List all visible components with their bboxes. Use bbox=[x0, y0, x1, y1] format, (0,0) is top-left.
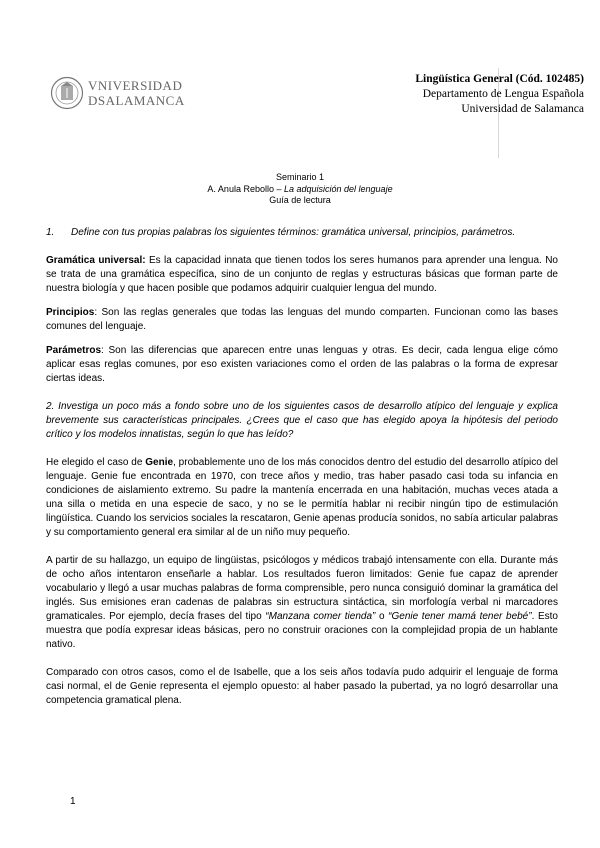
paragraph-comparison: Comparado con otros casos, como el de Isabelle, que a los seis años todavía pudo adquirir el lenguaje de forma casi normal, el de Genie representa el ejemplo opuesto: al haber pasado la pubertad, ya no logró desarrollar una competencia gramatical plena. bbox=[46, 667, 558, 706]
question-1: 1. Define con tus propias palabras los siguientes términos: gramática universal, principios, parámetros. bbox=[46, 227, 516, 238]
example-phrase-2: “Genie tener mamá tener bebé” bbox=[388, 611, 532, 622]
question-2: 2. Investiga un poco más a fondo sobre uno de los siguientes casos de desarrollo atípico del lenguaje y explica brevemente sus características principales. ¿Crees que el caso que has elegido apoya la hipótesis del periodo crítico y los modelos innatistas, según lo que has leído? bbox=[46, 401, 558, 440]
university-logo bbox=[50, 74, 190, 114]
page-header bbox=[0, 0, 600, 160]
course-name: Lingüística General (Cód. 102485) bbox=[415, 73, 584, 85]
paragraph-genie-case: He elegido el caso de Genie, probablemente uno de los más conocidos dentro del estudio del desarrollo atípico del lenguaje. Genie fue encontrada en 1970, con trece años y medio, tras haber pasado casi toda su infancia en condiciones de aislamiento extremo. Su padre la mantenía encerrada en una habitación, muchas veces atada a una silla o metida en una especie de saco, y no se le permitía hablar ni recibir ningún tipo de estimulación lingüística. Cuando los servicios sociales la rescataron, Genie apenas producía sonidos, no sabía articular palabras y su comportamiento general era similar al de un niño muy pequeño. bbox=[46, 457, 558, 538]
logo-line-2: DSALAMANCA bbox=[88, 93, 185, 108]
university-name: Universidad de Salamanca bbox=[461, 103, 584, 115]
term-label: Parámetros bbox=[46, 345, 102, 356]
document-body bbox=[46, 226, 558, 708]
seminar-heading bbox=[0, 172, 600, 207]
term-universal-grammar bbox=[46, 254, 558, 296]
term-definition: : Son las diferencias que aparecen entre unas lenguas y otras. Es decir, cada lengua elige cómo aplicar esas reglas comunes, por eso existen variaciones como el orden de las palabras o la forma de expresar ciertas ideas. bbox=[46, 345, 558, 384]
term-parameters bbox=[46, 344, 558, 386]
seminar-reference bbox=[0, 184, 600, 196]
crest-icon bbox=[50, 76, 84, 110]
course-info bbox=[415, 72, 584, 117]
seminar-author: A. Anula Rebollo – bbox=[207, 183, 284, 194]
logo-line-1: VNIVERSIDAD bbox=[88, 78, 183, 93]
term-definition: : Son las reglas generales que todas las lenguas del mundo comparten. Funcionan como las bases comunes del lenguaje. bbox=[46, 307, 558, 332]
term-label: Principios bbox=[46, 307, 95, 318]
seminar-book: La adquisición del lenguaje bbox=[283, 183, 393, 194]
genie-name: Genie bbox=[145, 457, 174, 468]
department-name: Departamento de Lengua Española bbox=[422, 88, 584, 100]
term-definition: Es la capacidad innata que tienen todos los seres humanos para aprender una lengua. No se trata de una gramática específica, sino de un conjunto de reglas y estructuras básicas que forman parte de nuestra biología y que hacen posible que podamos adquirir cualquier lengua del mundo. bbox=[46, 255, 558, 294]
term-principles bbox=[46, 306, 558, 334]
page-number: 1 bbox=[70, 796, 76, 807]
seminar-subtitle: Guía de lectura bbox=[269, 195, 331, 205]
seminar-title: Seminario 1 bbox=[275, 172, 325, 182]
paragraph-genie-results: A partir de su hallazgo, un equipo de lingüistas, psicólogos y médicos trabajó intensamente con ella. Durante más de ocho años intentaron enseñarle a hablar. Los resultados fueron limitados: Genie fue capaz de aprender vocabulario y llegó a usar muchas palabras de forma comprensible, pero nunca consiguió dominar la gramática del inglés. Sus emisiones eran cadenas de palabras sin estructura sintáctica, sin morfología verbal ni marcadores gramaticales. Por ejemplo, decía frases del tipo “Manzana comer tienda” o “Genie tener mamá tener bebé”. Esto muestra que podía expresar ideas básicas, pero no construir oraciones con la complejidad propia de un hablante nativo. bbox=[46, 555, 558, 650]
term-label: Gramática universal: bbox=[46, 255, 146, 266]
example-phrase-1: “Manzana comer tienda” bbox=[265, 611, 376, 622]
